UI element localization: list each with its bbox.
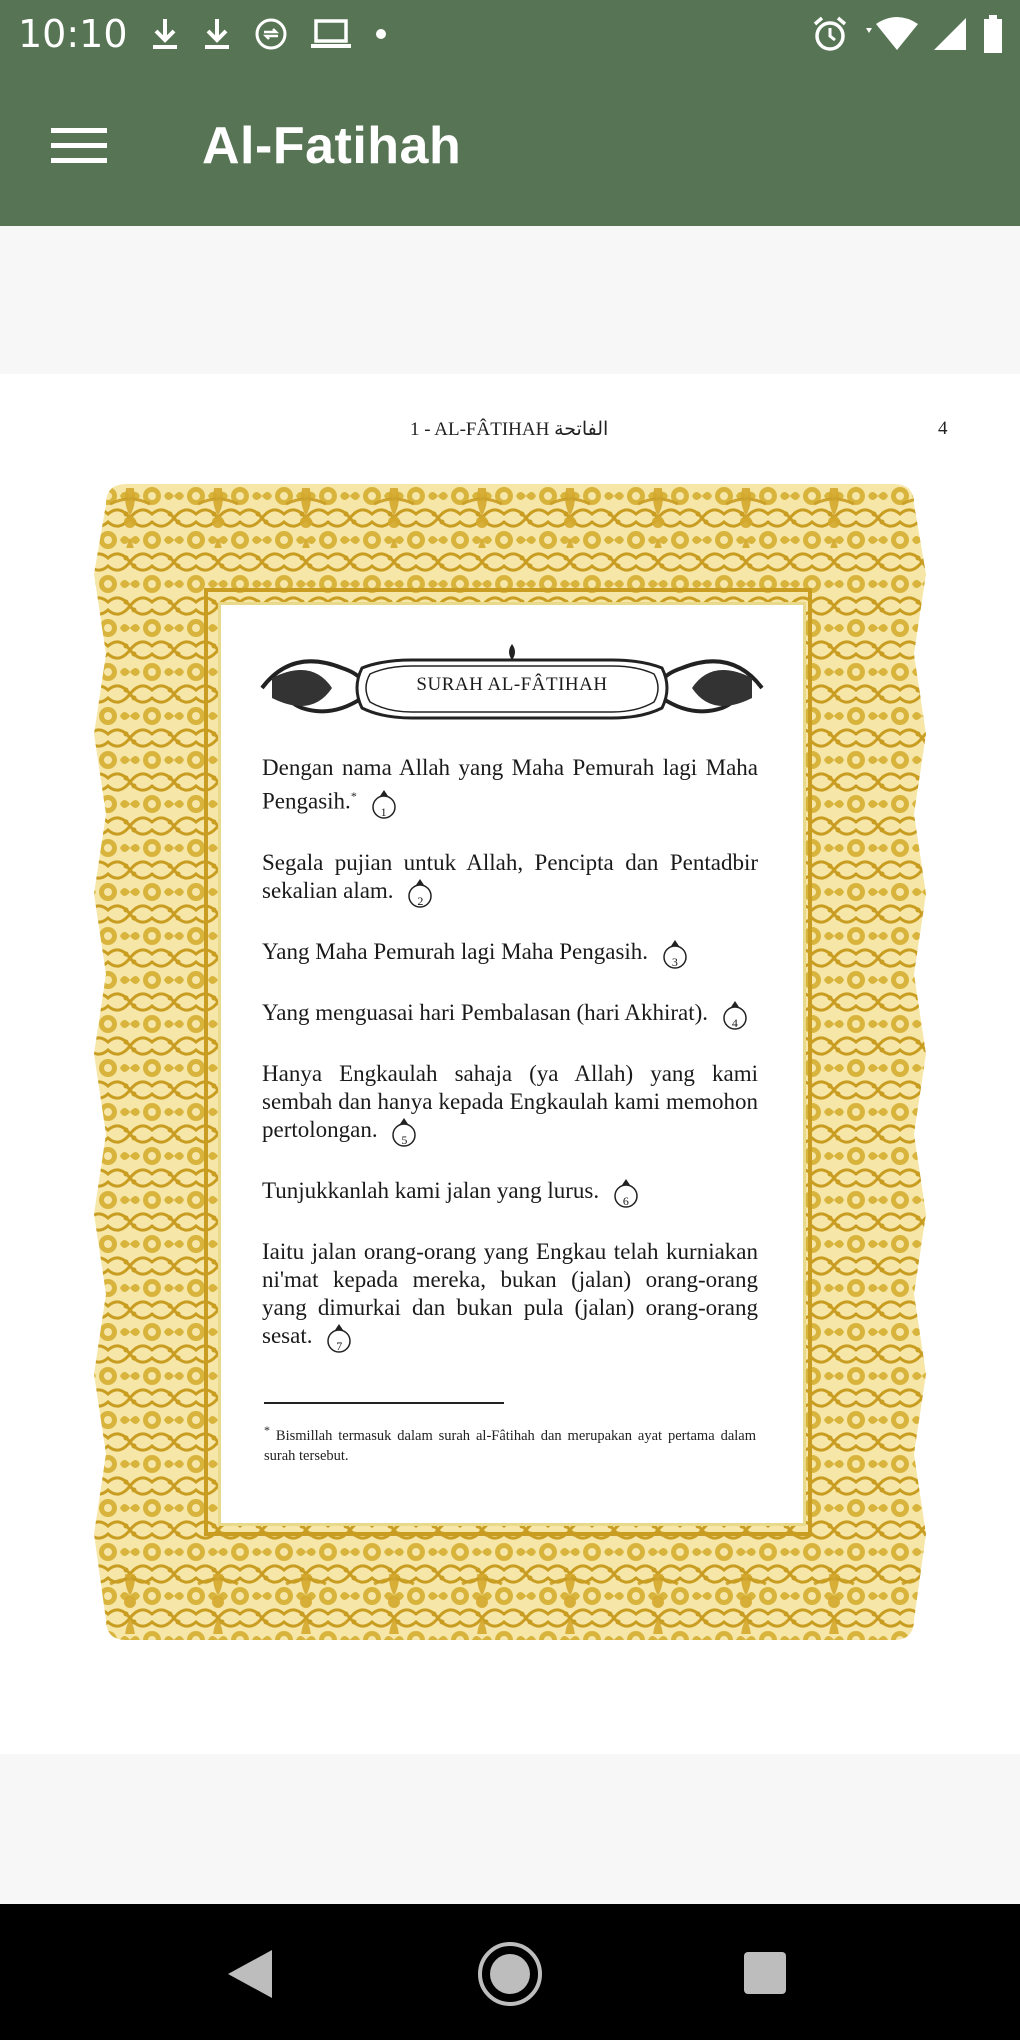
dot-icon bbox=[374, 27, 388, 41]
app-title: Al-Fatihah bbox=[202, 117, 462, 175]
footnote-divider bbox=[264, 1402, 504, 1404]
recents-square-icon[interactable] bbox=[742, 1950, 788, 1996]
verse-number-badge bbox=[369, 789, 399, 819]
verse-number-badge bbox=[389, 1117, 419, 1147]
sync-icon bbox=[254, 17, 288, 51]
laptop-icon bbox=[310, 17, 352, 51]
verse-1-text: Dengan nama Allah yang Maha Pemurah lagi Maha Pengasih. bbox=[262, 755, 758, 814]
verse-number-badge bbox=[611, 1178, 641, 1208]
verse-number: 4 bbox=[731, 1015, 738, 1030]
battery-icon bbox=[982, 14, 1004, 54]
verse-number: 5 bbox=[401, 1132, 408, 1147]
menu-button[interactable] bbox=[44, 114, 114, 178]
status-bar bbox=[0, 0, 1020, 70]
verse-6 bbox=[262, 1177, 758, 1208]
quran-page-view[interactable] bbox=[0, 374, 1020, 1754]
verse-number-badge bbox=[405, 878, 435, 908]
verse-number: 3 bbox=[671, 954, 678, 969]
status-right-icons bbox=[812, 12, 1004, 56]
verse-number: 6 bbox=[622, 1193, 629, 1208]
verse-number-badge bbox=[660, 939, 690, 969]
verse-5 bbox=[262, 1060, 758, 1147]
status-time: 10:10 bbox=[18, 12, 128, 56]
page-header: 1 - AL-FÂTIHAH الفاتحة bbox=[410, 419, 609, 440]
back-triangle-icon[interactable] bbox=[220, 1946, 280, 2002]
footnote-marker: * bbox=[264, 1423, 270, 1437]
footnote-marker: * bbox=[350, 789, 357, 803]
verse-2-text: Segala pujian untuk Allah, Pencipta dan Pentadbir sekalian alam. bbox=[262, 849, 758, 903]
alarm-icon bbox=[812, 15, 848, 53]
footnote-text: Bismillah termasuk dalam surah al-Fâtihah dan merupakan ayat pertama dalam surah tersebut. bbox=[264, 1427, 756, 1464]
system-nav-bar bbox=[0, 1904, 1020, 2040]
verse-4 bbox=[262, 999, 758, 1030]
footnote bbox=[264, 1420, 756, 1466]
verse-number: 7 bbox=[336, 1338, 343, 1353]
verse-4-text: Yang menguasai hari Pembalasan (hari Akhirat). bbox=[262, 999, 709, 1025]
verse-number-badge bbox=[720, 1000, 750, 1030]
verse-3 bbox=[262, 938, 758, 969]
status-left-icons bbox=[150, 14, 388, 54]
hamburger-menu-icon bbox=[51, 126, 107, 166]
verse-number: 2 bbox=[417, 893, 424, 908]
verse-number: 1 bbox=[380, 804, 387, 819]
app-bar bbox=[0, 70, 1020, 226]
verse-2 bbox=[262, 849, 758, 908]
verse-3-text: Yang Maha Pemurah lagi Maha Pengasih. bbox=[262, 938, 649, 964]
verse-number-badge bbox=[324, 1323, 354, 1353]
verse-5-text: Hanya Engkaulah sahaja (ya Allah) yang kami sembah dan hanya kepada Engkaulah kami memohon pertolongan. bbox=[262, 1060, 758, 1142]
download-icon bbox=[202, 17, 232, 51]
verse-list bbox=[262, 754, 758, 1383]
verse-1 bbox=[262, 754, 758, 819]
home-circle-icon[interactable] bbox=[476, 1940, 544, 2008]
verse-7 bbox=[262, 1238, 758, 1353]
surah-title: SURAH AL-FÂTIHAH bbox=[416, 674, 608, 695]
page-number: 4 bbox=[938, 418, 948, 439]
verse-7-text: Iaitu jalan orang-orang yang Engkau telah kurniakan ni'mat kepada mereka, bukan (jalan) orang-orang yang dimurkai dan bukan pula (jalan) orang-orang sesat. bbox=[262, 1238, 758, 1348]
download-icon bbox=[150, 17, 180, 51]
wifi-icon bbox=[862, 16, 918, 52]
signal-icon bbox=[932, 16, 968, 52]
verse-6-text: Tunjukkanlah kami jalan yang lurus. bbox=[262, 1177, 600, 1203]
